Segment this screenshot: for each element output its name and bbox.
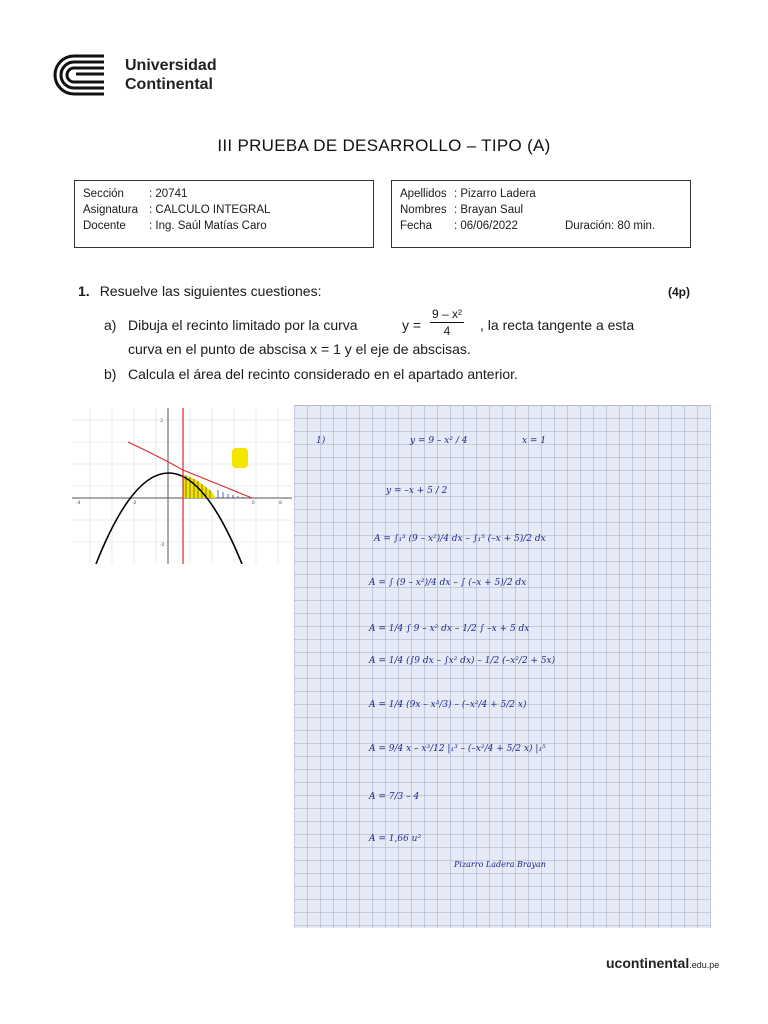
hand-line-3: A = ∫₁³ (9 – x²)/4 dx – ∫₁⁵ (–x + 5)/2 dx	[374, 534, 546, 544]
question-text: Resuelve las siguientes cuestiones:	[99, 283, 322, 299]
university-name: Universidad Continental	[125, 57, 217, 93]
svg-text:3: 3	[160, 419, 163, 424]
item-a-label: a)	[104, 317, 117, 333]
duracion-label: Duración:	[565, 220, 615, 232]
seccion-value: : 20741	[149, 188, 188, 200]
blue-hatch	[218, 490, 243, 498]
question-points: (4p)	[668, 285, 690, 299]
graph-tick-labels	[76, 418, 282, 548]
docente-value: : Ing. Saúl Matías Caro	[149, 220, 267, 232]
fecha-label: Fecha	[400, 220, 432, 232]
seccion-label: Sección	[83, 188, 124, 200]
hand-line-9: A = 7/3 – 4	[369, 792, 420, 802]
hand-line-2: y = –x + 5 / 2	[386, 486, 448, 496]
fraction-numerator: 9 – x²	[431, 307, 462, 321]
apellidos-label: Apellidos	[400, 188, 447, 200]
hand-line-1: y = 9 – x² / 4	[410, 436, 468, 446]
parabola-curve	[96, 473, 242, 564]
fraction-bar	[430, 322, 464, 323]
hand-line-1b: x = 1	[522, 436, 547, 446]
nombres-value: : Brayan Saul	[454, 204, 524, 216]
fraction-denominator: 4	[443, 324, 451, 338]
item-a-text2: , la recta tangente a esta	[480, 317, 635, 333]
parabola-graph-image	[72, 408, 292, 564]
item-a-fraction	[430, 307, 464, 338]
hand-line-5: A = 1/4 ∫ 9 – x² dx – 1/2 ∫ –x + 5 dx	[369, 624, 530, 634]
docente-label: Docente	[83, 220, 126, 232]
item-a-text3: curva en el punto de abscisa x = 1 y el eje de abscisas.	[128, 341, 471, 357]
item-b-label: b)	[104, 366, 117, 382]
hand-line-10: A = 1,66 u²	[369, 834, 422, 844]
asignatura-value: : CALCULO INTEGRAL	[149, 204, 271, 216]
duracion-value: 80 min.	[617, 220, 656, 232]
question-heading	[78, 283, 321, 299]
exam-title: III PRUEBA DE DESARROLLO – TIPO (A)	[217, 136, 551, 155]
hand-line-4: A = ∫ (9 – x²)/4 dx – ∫ (–x + 5)/2 dx	[369, 578, 527, 588]
student-info-box	[391, 180, 691, 248]
hand-line-6: A = 1/4 (∫9 dx – ∫x² dx) – 1/2 (–x²/2 + 5x)	[369, 656, 556, 666]
highlight-note	[232, 448, 248, 468]
course-info-box	[74, 180, 374, 248]
shaded-region	[183, 475, 216, 498]
notebook-grid	[294, 405, 711, 928]
svg-text:-4: -4	[76, 501, 81, 506]
graph-grid	[72, 408, 292, 564]
hand-problem-number: 1)	[316, 436, 326, 446]
item-a-text1: Dibuja el recinto limitado por la curva	[128, 317, 358, 333]
apellidos-value: : Pizarro Ladera	[454, 188, 536, 200]
svg-text:-2: -2	[160, 543, 165, 548]
fecha-value: : 06/06/2022	[454, 220, 518, 232]
svg-text:-2: -2	[132, 501, 137, 506]
nombres-label: Nombres	[400, 204, 447, 216]
hand-line-7: A = 1/4 (9x – x³/3) – (–x²/4 + 5/2 x)	[369, 700, 527, 710]
footer-brand	[606, 955, 719, 971]
item-b-text: Calcula el área del recinto considerado en el apartado anterior.	[128, 366, 518, 382]
hand-signature: Pizarro Ladera Brayan	[454, 860, 546, 869]
hand-line-8: A = 9/4 x – x³/12 |₁³ – (–x²/4 + 5/2 x) |₁⁵	[369, 744, 546, 754]
question-number: 1.	[78, 283, 90, 299]
footer-brand-name: ucontinental	[606, 955, 690, 971]
svg-text:6: 6	[252, 501, 255, 506]
item-a-equation-y: y =	[402, 317, 422, 333]
asignatura-label: Asignatura	[83, 204, 138, 216]
university-logo-icon	[52, 52, 112, 98]
svg-text:8: 8	[279, 501, 282, 506]
footer-domain: .edu.pe	[689, 960, 720, 970]
handwritten-solution-photo	[294, 405, 711, 928]
